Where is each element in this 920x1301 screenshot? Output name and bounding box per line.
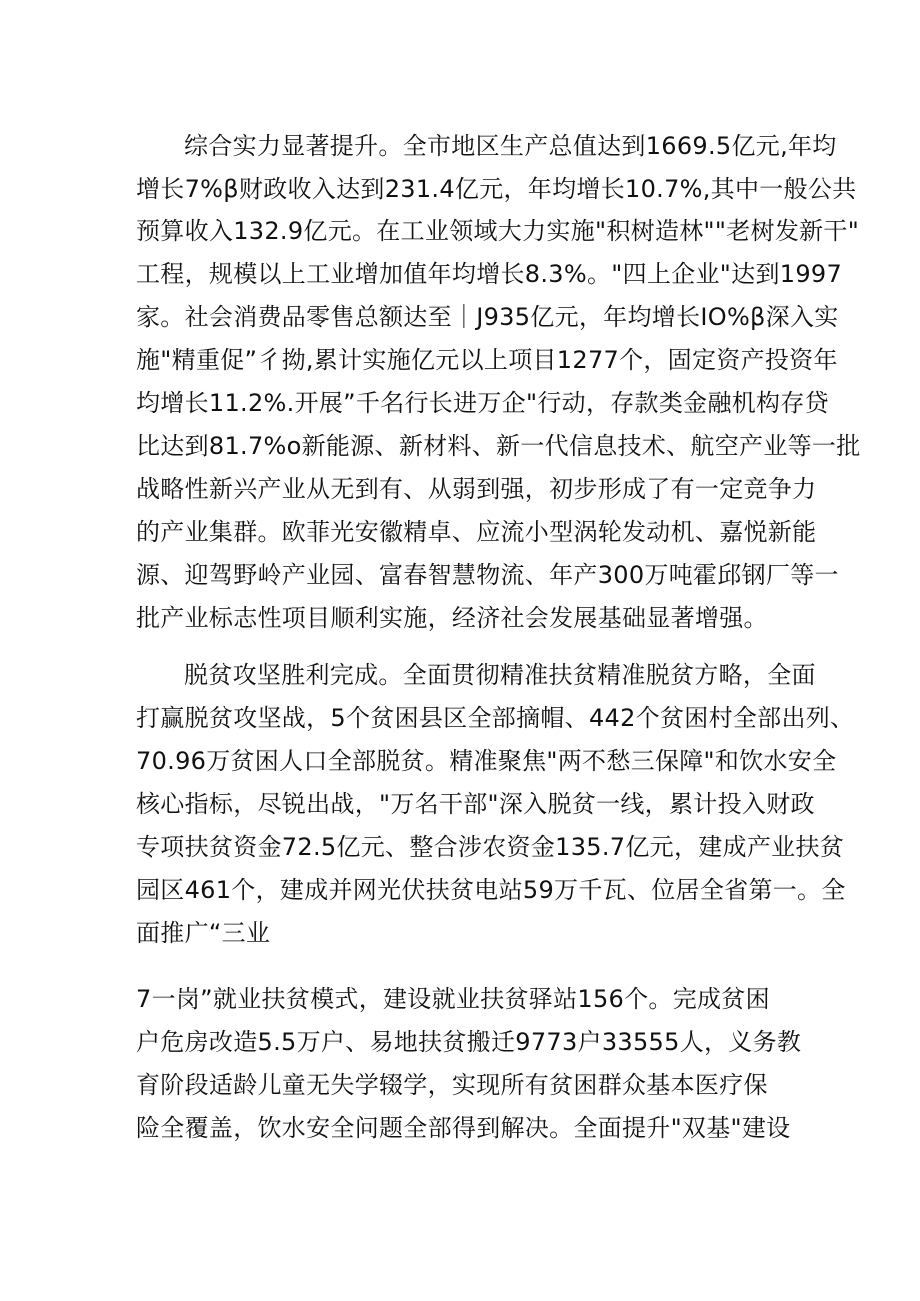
paragraph-1-line-4: 工程，规模以上工业增加值年均增长8.3%。"四上企业"达到1997 — [136, 260, 843, 288]
paragraph-1-line-1: 综合实力显著提升。全市地区生产总值达到1669.5亿元,年均 — [184, 132, 837, 160]
paragraph-1-line-5: 家。社会消费品零售总额达至｜J935亿元，年均增长IO%β深入实 — [136, 303, 839, 331]
paragraph-1-line-11: 源、迎驾野岭产业园、富春智慧物流、年产300万吨霍邱钢厂等一 — [136, 561, 839, 589]
paragraph-2-line-2: 打赢脱贫攻坚战，5个贫困县区全部摘帽、442个贫困村全部出列、 — [136, 704, 855, 732]
paragraph-2-line-7: 面推广“三业 — [136, 919, 271, 947]
paragraph-1-line-7: 均增长11.2%.开展”千名行长进万企"行动，存款类金融机构存贷 — [136, 389, 829, 417]
paragraph-3-line-4: 险全覆盖，饮水安全问题全部得到解决。全面提升"双基"建设 — [136, 1114, 791, 1142]
paragraph-2-line-3: 70.96万贫困人口全部脱贫。精准聚焦"两不愁三保障"和饮水安全 — [136, 747, 837, 775]
paragraph-3-line-1: 7一岗”就业扶贫模式，建设就业扶贫驿站156个。完成贫困 — [136, 985, 770, 1013]
paragraph-1-line-10: 的产业集群。欧菲光安徽精卓、应流小型涡轮发动机、嘉悦新能 — [136, 518, 817, 546]
paragraph-1-line-3: 预算收入132.9亿元。在工业领域大力实施"积树造林""老树发新干" — [136, 217, 860, 245]
paragraph-1-line-9: 战略性新兴产业从无到有、从弱到强，初步形成了有一定竞争力 — [136, 475, 817, 503]
paragraph-3-line-3: 育阶段适龄儿童无失学辍学，实现所有贫困群众基本医疗保 — [136, 1071, 768, 1099]
paragraph-3-line-2: 户危房改造5.5万户、易地扶贫搬迁9773户33555人，义务教 — [136, 1028, 802, 1056]
paragraph-2-line-5: 专项扶贫资金72.5亿元、整合涉农资金135.7亿元，建成产业扶贫 — [136, 833, 845, 861]
paragraph-1-line-6: 施"精重促”彳拗,累计实施亿元以上项目1277个，固定资产投资年 — [136, 346, 838, 374]
paragraph-1-line-8: 比达到81.7%o新能源、新材料、新一代信息技术、航空产业等一批 — [136, 432, 861, 460]
paragraph-2-line-6: 园区461个，建成并网光伏扶贫电站59万千瓦、位居全省第一。全 — [136, 876, 846, 904]
paragraph-1-line-2: 增长7%β财政收入达到231.4亿元，年均增长10.7%,其中一般公共 — [136, 175, 857, 203]
paragraph-2-line-4: 核心指标，尽锐出战，"万名干部"深入脱贫一线，累计投入财政 — [136, 790, 815, 818]
paragraph-2-line-1: 脱贫攻坚胜利完成。全面贯彻精准扶贫精准脱贫方略，全面 — [184, 661, 816, 689]
paragraph-1-line-12: 批产业标志性项目顺利实施，经济社会发展基础显著增强。 — [136, 604, 768, 632]
